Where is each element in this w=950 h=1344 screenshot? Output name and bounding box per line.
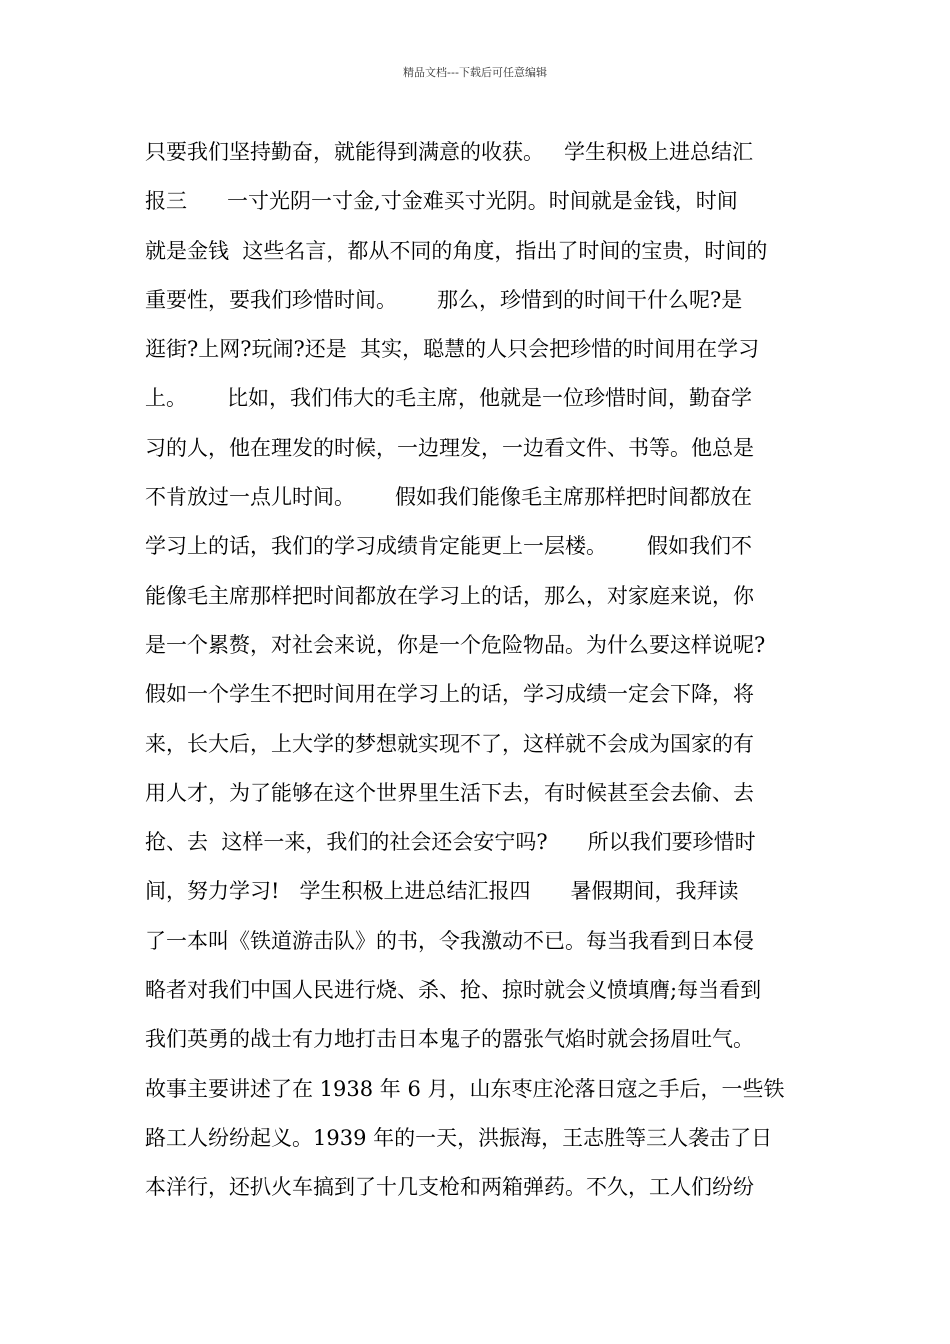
- text-line: 不肯放过一点儿时间。 假如我们能像毛主席那样把时间都放在: [145, 485, 753, 510]
- text-line: 间，努力学习! 学生积极上进总结汇报四 暑假期间，我拜读: [145, 879, 739, 904]
- text-line: 逛街?上网?玩闹?还是 其实，聪慧的人只会把珍惜的时间用在学习: [145, 337, 760, 362]
- body-text: [145, 128, 815, 1213]
- text-line: 用人才，为了能够在这个世界里生活下去，有时候甚至会去偷、去: [145, 780, 754, 805]
- text-line: 能像毛主席那样把时间都放在学习上的话，那么，对家庭来说，你: [145, 583, 754, 608]
- text-line: 我们英勇的战士有力地打击日本鬼子的嚣张气焰时就会扬眉吐气。: [145, 1027, 754, 1052]
- text-line: 习的人，他在理发的时候，一边理发，一边看文件、书等。他总是: [145, 435, 754, 460]
- text-line: 上。 比如，我们伟大的毛主席，他就是一位珍惜时间，勤奋学: [145, 386, 753, 411]
- text-line: 故事主要讲述了在 1938 年 6 月，山东枣庄沦落日寇之手后，一些铁: [145, 1076, 785, 1101]
- text-line: 本洋行，还扒火车搞到了十几支枪和两箱弹药。不久，工人们纷纷: [145, 1175, 754, 1200]
- text-line: 路工人纷纷起义。1939 年的一天，洪振海，王志胜等三人袭击了日: [145, 1125, 773, 1150]
- text-line: 抢、去 这样一来，我们的社会还会安宁吗? 所以我们要珍惜时: [145, 830, 756, 855]
- text-line: 是一个累赘，对社会来说，你是一个危险物品。为什么要这样说呢?: [145, 632, 766, 657]
- text-line: 就是金钱 这些名言，都从不同的角度，指出了时间的宝贵，时间的: [145, 238, 768, 263]
- text-line: 略者对我们中国人民进行烧、杀、抢、掠时就会义愤填膺;每当看到: [145, 978, 762, 1003]
- text-line: 学习上的话，我们的学习成绩肯定能更上一层楼。 假如我们不: [145, 534, 753, 559]
- text-line: 假如一个学生不把时间用在学习上的话，学习成绩一定会下降，将: [145, 682, 754, 707]
- text-line: 重要性，要我们珍惜时间。 那么，珍惜到的时间干什么呢?是: [145, 287, 743, 312]
- text-line: 了一本叫《铁道游击队》的书，令我激动不已。每当我看到日本侵: [145, 928, 754, 953]
- text-line: 来，长大后，上大学的梦想就实现不了，这样就不会成为国家的有: [145, 731, 754, 756]
- page-header: 精品文档---下载后可任意编辑: [403, 66, 547, 79]
- text-line: 报三 一寸光阴一寸金,寸金难买寸光阴。时间就是金钱，时间: [145, 189, 738, 214]
- text-line: 只要我们坚持勤奋，就能得到满意的收获。 学生积极上进总结汇: [145, 140, 754, 164]
